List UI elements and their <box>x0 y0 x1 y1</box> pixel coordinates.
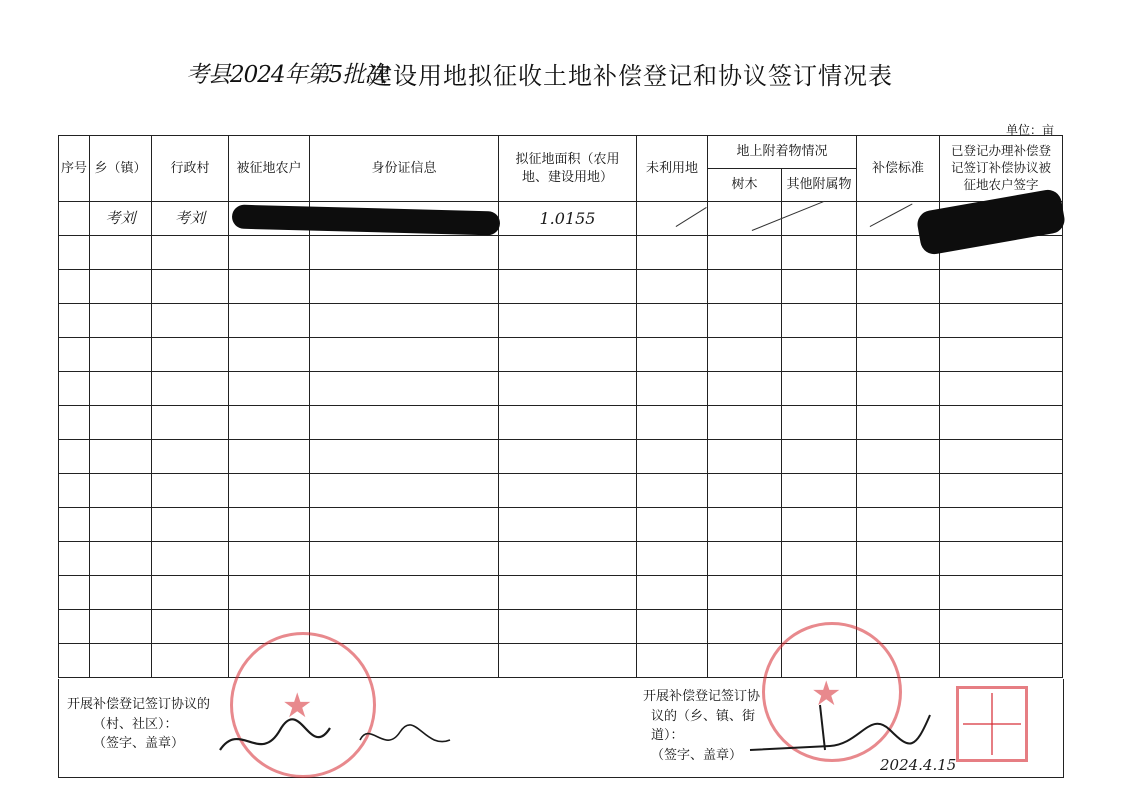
table-row <box>59 270 1063 304</box>
table-row <box>59 440 1063 474</box>
cell-village <box>152 202 229 236</box>
table-row <box>59 542 1063 576</box>
header-seq: 序号 <box>59 136 90 202</box>
cell-area <box>499 202 637 236</box>
village-sign-line2: （村、社区）： <box>93 716 178 732</box>
table-row <box>59 644 1063 678</box>
table-row <box>59 474 1063 508</box>
table-row <box>59 202 1063 236</box>
handwritten-village: 考刘 <box>174 209 205 228</box>
table-row <box>59 406 1063 440</box>
table-row <box>59 576 1063 610</box>
header-village: 行政村 <box>152 136 229 202</box>
personal-seal <box>956 686 1028 762</box>
village-signature-block <box>67 695 210 754</box>
township-sign-line3: 道）： <box>651 728 684 743</box>
village-sign-line1: 开展补偿登记签订协议的 <box>67 697 211 712</box>
handwritten-batch-label: 考县2024年第5批次 <box>186 62 387 88</box>
handwritten-area: 1.0155 <box>539 208 596 228</box>
table-row <box>59 236 1063 270</box>
cell-seq <box>59 202 90 236</box>
cell-unused <box>637 202 708 236</box>
table-row <box>59 304 1063 338</box>
header-signed: 已登记办理补偿登记签订补偿协议被征地农户签字 <box>940 136 1063 202</box>
cell-township <box>90 202 152 236</box>
header-area: 拟征地面积（农用地、建设用地） <box>499 136 637 202</box>
document-title: 建设用地拟征收土地补偿登记和协议签订情况表 <box>368 62 893 90</box>
table-row <box>59 610 1063 644</box>
header-unused: 未利用地 <box>637 136 708 202</box>
township-sign-line4: （签字、盖章） <box>651 747 743 763</box>
handwritten-township: 考刘 <box>105 209 136 228</box>
cell-trees <box>708 202 782 236</box>
township-sign-line1: 开展补偿登记签订协 <box>643 689 761 704</box>
header-attachments: 地上附着物情况 <box>708 136 857 169</box>
header-township: 乡（镇） <box>90 136 152 202</box>
township-seal-star-icon: ★ <box>811 674 842 714</box>
cell-other <box>782 202 857 236</box>
header-farmer: 被征地农户 <box>229 136 310 202</box>
table-row <box>59 372 1063 406</box>
village-sign-line3: （签字、盖章） <box>93 736 185 751</box>
registration-table <box>58 135 1063 678</box>
header-row <box>59 136 1063 169</box>
header-id-info: 身份证信息 <box>310 136 499 202</box>
village-seal-star-icon: ★ <box>282 686 313 726</box>
township-handwritten-signature <box>740 700 940 760</box>
village-handwritten-signature <box>210 710 470 770</box>
header-trees: 树木 <box>708 169 782 202</box>
header-other-attachments: 其他附属物 <box>782 169 857 202</box>
title-row <box>0 52 1122 92</box>
table-row <box>59 508 1063 542</box>
table-row <box>59 338 1063 372</box>
handwritten-date: 2024.4.15 <box>880 756 957 774</box>
township-sign-line2: 议的（乡、镇、街 <box>651 708 756 724</box>
unit-label: 单位：亩 <box>1006 123 1055 137</box>
header-standard: 补偿标准 <box>857 136 940 202</box>
personal-seal-mark <box>959 689 1025 759</box>
